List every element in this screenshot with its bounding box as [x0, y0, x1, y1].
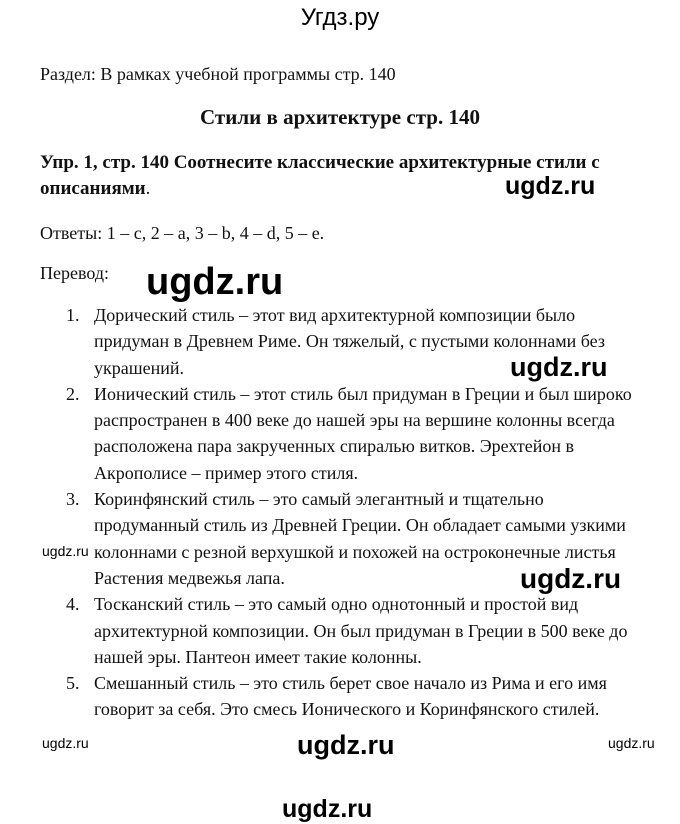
- watermark-small: ugdz.ru: [608, 735, 655, 751]
- list-item-number: 3.: [66, 489, 80, 510]
- watermark-small: ugdz.ru: [42, 543, 89, 559]
- watermark: ugdz.ru: [520, 563, 622, 594]
- list-item-number: 4.: [66, 594, 80, 615]
- list-item: [40, 381, 650, 486]
- list-item-text: Тосканский стиль – это самый одно однотонный и простой вид архитектурной композиции. Он был придуман в Греции в 500 веке до нашей эры. Пантеон имеет такие колонны.: [94, 594, 628, 667]
- list-item: [40, 670, 650, 723]
- watermark: ugdz.ru: [146, 261, 284, 303]
- list-item-text: Коринфянский стиль – это самый элегантный и тщательно продуманный стиль из Древней Греции. Он обладает самыми узкими колоннами с резной верхушкой и похожей на остроконечные листья Растения медвежья лапа.: [94, 489, 626, 588]
- page-title: Стили в архитектуре стр. 140: [200, 105, 480, 129]
- watermark: ugdz.ru: [297, 730, 395, 760]
- list-item: [40, 591, 650, 670]
- list-item-number: 1.: [66, 305, 80, 325]
- list-item-number: 2.: [66, 383, 80, 404]
- section-line: Раздел: В рамках учебной программы стр. 140: [40, 64, 396, 84]
- list-item-text: Смешанный стиль – это стиль берет свое начало из Рима и его имя говорит за себя. Это смесь Ионического и Коринфянского стилей.: [94, 673, 607, 720]
- watermark: ugdz.ru: [282, 795, 373, 823]
- exercise-heading-text: Упр. 1, стр. 140 Соотнесите классические архитектурные стили с описаниями: [40, 152, 600, 199]
- list-item-text: Ионический стиль – этот стиль был придуман в Греции и был широко распространен в 400 веке до нашей эры на вершине колонны всегда расположена пара закрученных спиралью витков. Эрехтейон в Акрополисе – пример этого стиля.: [94, 383, 632, 483]
- watermark: ugdz.ru: [505, 172, 596, 200]
- list-item-text: Дорический стиль – этот вид архитектурной композиции было придуман в Древнем Риме. Он тяжелый, с пустыми колоннами без украшений.: [94, 305, 606, 378]
- watermark-small: ugdz.ru: [42, 735, 89, 751]
- translation-label: Перевод:: [40, 263, 109, 283]
- exercise-heading-period: .: [145, 178, 151, 199]
- site-header: Угдз.ру: [300, 4, 380, 31]
- answers-line: Ответы: 1 – c, 2 – a, 3 – b, 4 – d, 5 – e.: [40, 223, 325, 243]
- watermark: ugdz.ru: [510, 352, 608, 382]
- list-item-number: 5.: [66, 673, 80, 694]
